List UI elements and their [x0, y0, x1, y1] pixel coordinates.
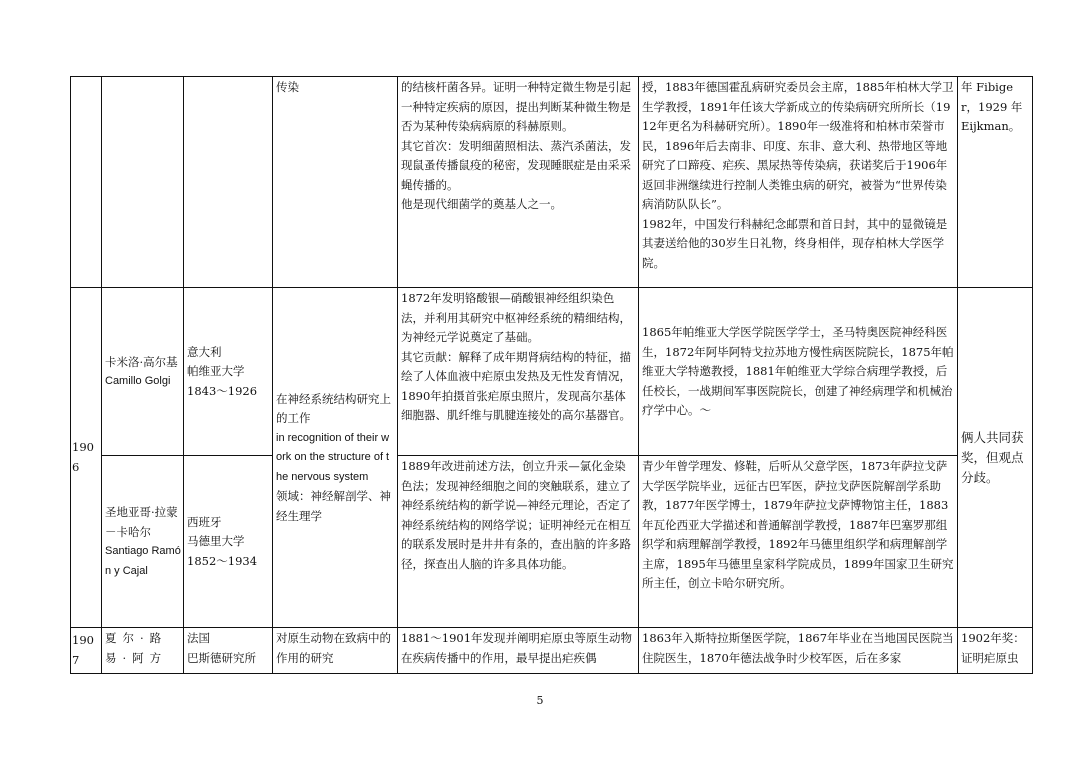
notes-cell: [958, 77, 1033, 288]
field-cn: 在神经系统结构研究上的工作: [276, 391, 391, 426]
bio-text: 1865年帕维亚大学医学院医学学士，圣马特奥医院神经科医生，1872年阿毕阿特戈拉苏地方慢性病医院院长，1875年帕维亚大学特邀教授，1881年帕维亚大学综合病理学教授，后任校长，一战期间军事医院院长，创建了神经病理学和机械治疗学中心。～: [642, 325, 954, 418]
affiliation-cell: [184, 288, 273, 456]
country-text: 西班牙: [187, 514, 222, 529]
laureate-name-cn: 夏尔·路易·阿方: [105, 631, 168, 665]
contribution-paragraph: 1872年发明铬酸银—硝酸银神经组织染色法，并利用其研究中枢神经系统的精细结构，为神经元学说奠定了基础。: [401, 291, 631, 344]
table-row-1907: [71, 628, 1033, 674]
country-text: 法国: [187, 631, 210, 645]
laureate-name-cn: 圣地亚哥·拉蒙－卡哈尔: [105, 505, 178, 539]
contribution-paragraph: 的结核杆菌各异。证明一种特定微生物是引起一种特定疾病的原因，提出判断某种微生物是否为某种传染病病原的科赫原则。: [401, 80, 631, 133]
institution-text: 帕维亚大学: [187, 364, 245, 379]
notes-cell: [958, 628, 1033, 674]
year-cell: [71, 288, 102, 628]
laureate-name-cn: 卡米洛·高尔基: [105, 354, 178, 369]
field-cell: [273, 628, 398, 674]
laureate-table: [70, 76, 1033, 674]
bio-cell: [639, 456, 958, 628]
year-cell: [71, 628, 102, 674]
laureate-name-en: Camillo Golgi: [105, 375, 171, 387]
year-text: 1906: [72, 440, 94, 474]
name-cell: [102, 456, 184, 628]
notes-text: 年 Fibiger，1929 年 Eijkman。: [961, 80, 1023, 133]
affiliation-cell: [184, 456, 273, 628]
field-text: 对原生动物在致病中的作用的研究: [276, 631, 391, 665]
year-cell: [71, 77, 102, 288]
field-text: 传染: [276, 80, 299, 94]
notes-cell: [958, 288, 1033, 628]
contribution-cell: [398, 288, 639, 456]
notes-text: 俩人共同获奖，但观点分歧。: [961, 430, 1024, 485]
contribution-text: 1889年改进前述方法，创立升汞—氯化金染色法；发现神经细胞之间的突触联系，建立了神经系统结构的新学说—神经元理论，否定了神经系统结构的网络学说；证明神经元在相互的联系发展时是井井有条的，查出脑的许多路径，探查出人脑的许多具体功能。: [401, 459, 631, 571]
name-cell: [102, 77, 184, 288]
contribution-cell: [398, 628, 639, 674]
year-text: 1907: [72, 633, 94, 667]
bio-paragraph: 1982年，中国发行科赫纪念邮票和首日封，其中的显微镜是其妻送给他的30岁生日礼物，终身相伴，现存柏林大学医学院。: [642, 216, 948, 270]
table-row-cajal: [71, 456, 1033, 628]
field-domain: 领域：神经解剖学、神经生理学: [276, 489, 391, 523]
bio-cell: [639, 628, 958, 674]
table-row-golgi: [71, 288, 1033, 456]
contribution-paragraph: 他是现代细菌学的奠基人之一。: [401, 197, 562, 211]
bio-cell: [639, 288, 958, 456]
table-row-continued: [71, 77, 1033, 288]
page-number: 5: [536, 694, 544, 707]
field-cell: [273, 77, 398, 288]
affiliation-cell: [184, 628, 273, 674]
institution-text: 马德里大学: [187, 534, 245, 549]
lifespan-text: 1852～1934: [187, 553, 258, 568]
bio-text: 1863年入斯特拉斯堡医学院，1867年毕业在当地国民医院当住院医生，1870年德法战争时少校军医，后在多家: [642, 631, 954, 665]
field-en: in recognition of their work on the structure of the nervous system: [276, 431, 390, 483]
contribution-cell: [398, 456, 639, 628]
name-cell: [102, 288, 184, 456]
notes-text: 1902年奖：证明疟原虫: [961, 631, 1025, 665]
laureate-name-en: Santiago Ramón y Cajal: [105, 545, 181, 577]
affiliation-cell: [184, 77, 273, 288]
name-cell: [102, 628, 184, 674]
bio-paragraph: 授，1883年德国霍乱病研究委员会主席，1885年柏林大学卫生学教授，1891年任该大学新成立的传染病研究所所长（1912年更名为科赫研究所）。1890年一级准将和柏林市荣誉市民，1896年后去南非、印度、东非、意大利、热带地区等地研究了口蹄疫、疟疾、黑尿热等传染病，获诺奖后于1906年返回非洲继续进行控制人类锥虫病的研究，被誉为“世界传染病消防队队长”。: [642, 80, 954, 211]
country-text: 意大利: [187, 344, 222, 359]
contribution-paragraph: 其它首次：发明细菌照相法、蒸汽杀菌法，发现鼠蚤传播鼠疫的秘密，发现睡眠症是由采采蝇传播的。: [401, 138, 631, 192]
field-cell: [273, 288, 398, 628]
lifespan-text: 1843～1926: [187, 383, 258, 398]
bio-text: 青少年曾学理发、修鞋，后听从父意学医，1873年萨拉戈萨大学医学院毕业，远征古巴军医，萨拉戈萨医院解剖学系助教，1877年医学博士，1879年萨拉戈萨博物馆主任，1883年瓦伦西亚大学描述和普通解剖学教授，1887年巴塞罗那组织学和病理解剖学教授，1892年马德里组织学和病理解剖学主席，1895年马德里皇家科学院成员，1899年国家卫生研究所主任，创立卡哈尔研究所。: [642, 459, 954, 590]
bio-cell: [639, 77, 958, 288]
institution-text: 巴斯德研究所: [187, 650, 256, 665]
contribution-cell: [398, 77, 639, 288]
contribution-text: 1881～1901年发现并阐明疟原虫等原生动物在疾病传播中的作用，最早提出疟疾偶: [401, 631, 633, 665]
contribution-paragraph: 其它贡献：解释了成年期肾病结构的特征，描绘了人体血液中疟原虫发热及无性发育情况，1890年拍摄首张疟原虫照片，发现高尔基体细胞器、肌纤维与肌腱连接处的高尔基器官。: [401, 349, 631, 422]
